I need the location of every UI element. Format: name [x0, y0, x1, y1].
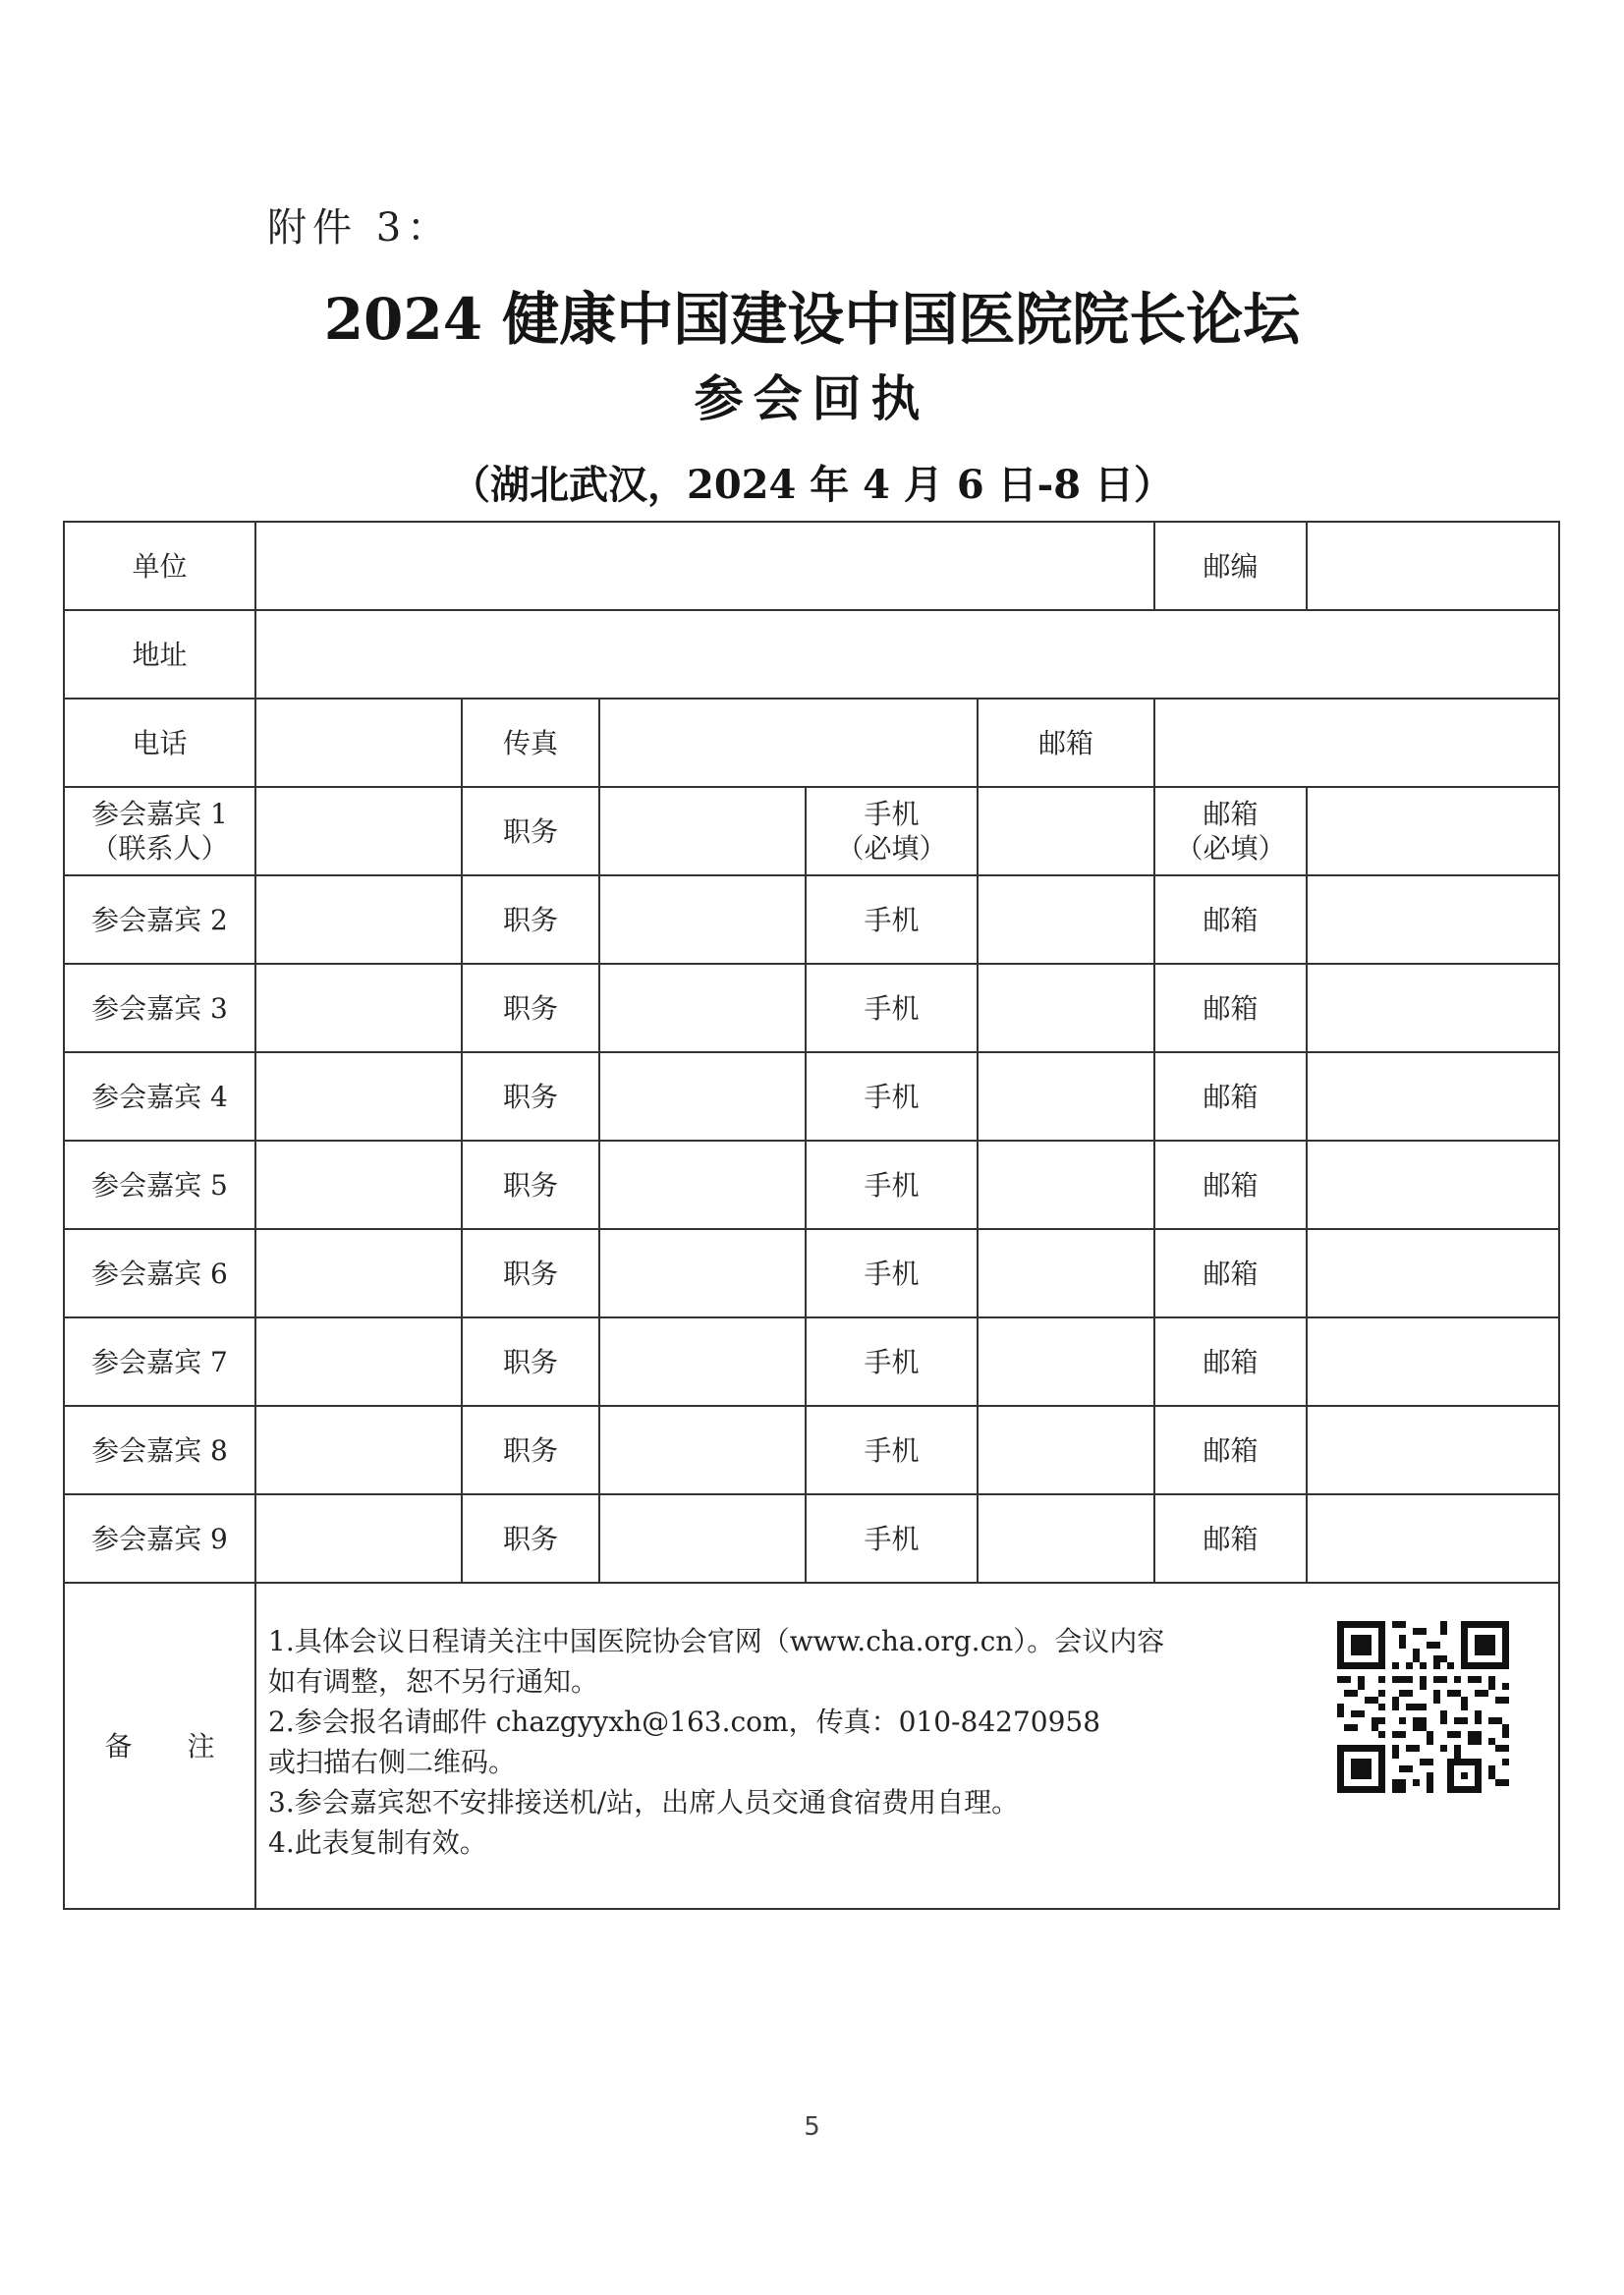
guest-email-input[interactable] [1307, 1141, 1559, 1229]
note-line: 或扫描右侧二维码。 [268, 1746, 517, 1778]
guest-position-input[interactable] [599, 1406, 806, 1494]
guest-row-6 [64, 1229, 1559, 1317]
guest-mobile-label: 手机 [806, 1229, 978, 1317]
notes-list [268, 1621, 1164, 1863]
guest-name-input[interactable] [255, 1052, 462, 1141]
form-row-notes [64, 1583, 1559, 1909]
guest-1-email-label-line2: （必填） [1175, 832, 1286, 865]
qr-code-icon[interactable] [1337, 1621, 1509, 1793]
guest-row-3 [64, 964, 1559, 1052]
guest-email-label: 邮箱 [1154, 1317, 1307, 1406]
guest-position-label: 职务 [462, 1494, 599, 1583]
guest-position-label: 职务 [462, 1141, 599, 1229]
notes-cell [255, 1583, 1559, 1909]
guest-mobile-label: 手机 [806, 964, 978, 1052]
guest-1-label-line2: （联系人） [90, 832, 229, 865]
guest-mobile-input[interactable] [978, 875, 1154, 964]
guest-label: 参会嘉宾 2 [64, 875, 255, 964]
guest-mobile-input[interactable] [978, 1141, 1154, 1229]
guest-label: 参会嘉宾 7 [64, 1317, 255, 1406]
page-subtitle: 参会回执 [694, 369, 930, 427]
event-location-date: （湖北武汉，2024 年 4 月 6 日-8 日） [451, 462, 1173, 508]
guest-1-email-label-line1: 邮箱 [1203, 798, 1259, 830]
guest-email-input[interactable] [1307, 1494, 1559, 1583]
guest-row-7 [64, 1317, 1559, 1406]
guest-mobile-input[interactable] [978, 1494, 1154, 1583]
guest-position-input[interactable] [599, 1229, 806, 1317]
guest-1-mobile-label-line2: （必填） [836, 832, 947, 865]
guest-email-input[interactable] [1307, 1229, 1559, 1317]
address-label: 地址 [64, 610, 255, 699]
guest-name-input[interactable] [255, 1229, 462, 1317]
note-line: 4.此表复制有效。 [268, 1826, 487, 1859]
page-title: 2024 健康中国建设中国医院院长论坛 [323, 286, 1301, 353]
guest-position-input[interactable] [599, 964, 806, 1052]
guest-position-label: 职务 [462, 964, 599, 1052]
guest-email-label: 邮箱 [1154, 1494, 1307, 1583]
guest-1-mobile-input[interactable] [978, 787, 1154, 875]
guest-email-input[interactable] [1307, 1406, 1559, 1494]
guest-mobile-label: 手机 [806, 1406, 978, 1494]
guest-position-input[interactable] [599, 875, 806, 964]
guest-email-label: 邮箱 [1154, 1406, 1307, 1494]
guest-position-input[interactable] [599, 1141, 806, 1229]
unit-label: 单位 [64, 522, 255, 610]
form-row-unit [64, 522, 1559, 610]
page-number: 5 [804, 2112, 820, 2142]
guest-email-input[interactable] [1307, 964, 1559, 1052]
guest-row-1 [64, 787, 1559, 875]
guest-1-label [64, 787, 255, 875]
guest-mobile-input[interactable] [978, 964, 1154, 1052]
form-row-address [64, 610, 1559, 699]
guest-1-position-label: 职务 [462, 787, 599, 875]
guest-row-4 [64, 1052, 1559, 1141]
guest-name-input[interactable] [255, 1494, 462, 1583]
guest-1-position-input[interactable] [599, 787, 806, 875]
guest-mobile-label: 手机 [806, 1494, 978, 1583]
fax-input[interactable] [599, 699, 978, 787]
note-line: 3.参会嘉宾恕不安排接送机/站，出席人员交通食宿费用自理。 [268, 1786, 1020, 1819]
guest-name-input[interactable] [255, 1141, 462, 1229]
guest-mobile-label: 手机 [806, 1141, 978, 1229]
note-line: 如有调整，恕不另行通知。 [268, 1665, 599, 1698]
guest-mobile-input[interactable] [978, 1406, 1154, 1494]
guest-1-mobile-label [806, 787, 978, 875]
guest-email-label: 邮箱 [1154, 875, 1307, 964]
guest-label: 参会嘉宾 9 [64, 1494, 255, 1583]
guest-email-label: 邮箱 [1154, 1052, 1307, 1141]
guest-mobile-input[interactable] [978, 1317, 1154, 1406]
guest-mobile-input[interactable] [978, 1229, 1154, 1317]
guest-label: 参会嘉宾 6 [64, 1229, 255, 1317]
guest-mobile-label: 手机 [806, 1052, 978, 1141]
guest-label: 参会嘉宾 4 [64, 1052, 255, 1141]
guest-row-9 [64, 1494, 1559, 1583]
guest-name-input[interactable] [255, 964, 462, 1052]
guest-row-5 [64, 1141, 1559, 1229]
unit-input[interactable] [255, 522, 1154, 610]
address-input[interactable] [255, 610, 1559, 699]
guest-1-email-input[interactable] [1307, 787, 1559, 875]
phone-label: 电话 [64, 699, 255, 787]
guest-position-input[interactable] [599, 1494, 806, 1583]
guest-email-input[interactable] [1307, 1317, 1559, 1406]
guest-position-input[interactable] [599, 1317, 806, 1406]
form-row-contact [64, 699, 1559, 787]
note-line: 1.具体会议日程请关注中国医院协会官网（www.cha.org.cn）。会议内容 [268, 1625, 1165, 1657]
guest-mobile-label: 手机 [806, 875, 978, 964]
guest-position-input[interactable] [599, 1052, 806, 1141]
guest-email-label: 邮箱 [1154, 964, 1307, 1052]
notes-label: 备 注 [64, 1583, 255, 1909]
email-input[interactable] [1154, 699, 1559, 787]
guest-label: 参会嘉宾 8 [64, 1406, 255, 1494]
guest-mobile-input[interactable] [978, 1052, 1154, 1141]
email-label: 邮箱 [978, 699, 1154, 787]
guest-email-label: 邮箱 [1154, 1141, 1307, 1229]
guest-email-label: 邮箱 [1154, 1229, 1307, 1317]
guest-1-mobile-label-line1: 手机 [864, 798, 920, 830]
attachment-label: 附件 3： [267, 205, 453, 251]
guest-label: 参会嘉宾 3 [64, 964, 255, 1052]
guest-email-input[interactable] [1307, 1052, 1559, 1141]
guest-mobile-label: 手机 [806, 1317, 978, 1406]
guest-1-label-line1: 参会嘉宾 1 [91, 798, 228, 830]
postcode-input[interactable] [1307, 522, 1559, 610]
guest-row-2 [64, 875, 1559, 964]
note-line: 2.参会报名请邮件 chazgyyxh@163.com，传真：010-84270958 [268, 1706, 1101, 1738]
guest-position-label: 职务 [462, 875, 599, 964]
guest-position-label: 职务 [462, 1406, 599, 1494]
guest-name-input[interactable] [255, 1317, 462, 1406]
guest-1-email-label [1154, 787, 1307, 875]
guest-email-input[interactable] [1307, 875, 1559, 964]
guest-name-input[interactable] [255, 875, 462, 964]
guest-position-label: 职务 [462, 1317, 599, 1406]
registration-form-table [63, 521, 1560, 1910]
guest-position-label: 职务 [462, 1229, 599, 1317]
guest-1-name-input[interactable] [255, 787, 462, 875]
guest-row-8 [64, 1406, 1559, 1494]
guest-label: 参会嘉宾 5 [64, 1141, 255, 1229]
phone-input[interactable] [255, 699, 462, 787]
guest-position-label: 职务 [462, 1052, 599, 1141]
fax-label: 传真 [462, 699, 599, 787]
postcode-label: 邮编 [1154, 522, 1307, 610]
guest-name-input[interactable] [255, 1406, 462, 1494]
